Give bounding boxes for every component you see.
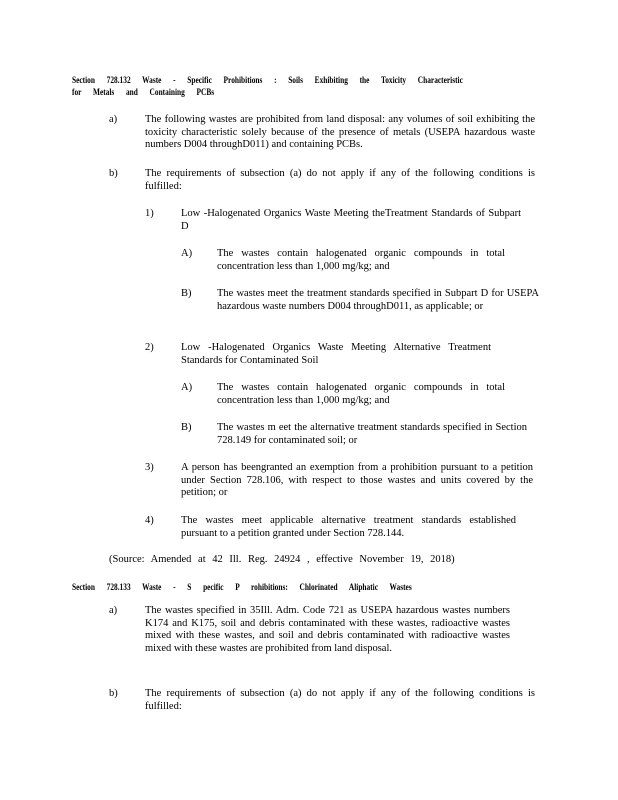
section-728-133-heading [72,581,457,593]
subsection-label: a) [109,605,118,616]
subparagraph-label: A) [181,248,193,259]
section-728-132-heading [72,74,463,98]
subsection-text: The following wastes are prohibited from land disposal: any volumes of soil exhibiting the toxicity characteristic solely because of the presence of metals (USEPA hazardous waste numbers D004 throughD011) and containing PCBs. [145,114,535,150]
subparagraph-text: The wastes meet the treatment standards specified in Subpart D for USEPA hazardous waste numbers D004 throughD011, as applicable; or [217,288,539,312]
subparagraph-text: The wastes contain halogenated organic compounds in total concentration less than 1,000 mg/kg; and [217,248,505,272]
subparagraph-text: The wastes m eet the alternative treatment standards specified in Section 728.149 for contaminated soil; or [217,422,527,446]
subsection-text: The requirements of subsection (a) do not apply if any of the following conditions is fulfilled: [145,168,535,192]
paragraph-label: 3) [145,462,154,473]
subsection-label: a) [109,114,118,125]
paragraph-text: A person has beengranted an exemption from a prohibition pursuant to a petition under Section 728.106, with respect to those wastes and units covered by the petition; or [181,462,533,498]
subsection-text: The requirements of subsection (a) do not apply if any of the following conditions is fulfilled: [145,688,535,712]
paragraph-label: 4) [145,515,154,526]
paragraph-text: Low -Halogenated Organics Waste Meeting Alternative Treatment Standards for Contaminated Soil [181,342,491,366]
source-note: (Source: Amended at 42 Ill. Reg. 24924 , effective November 19, 2018) [109,554,455,565]
subsection-label: b) [109,688,118,699]
subparagraph-label: A) [181,382,193,393]
section-heading-line1: Section 728.132 Waste - Specific Prohibitions : Soils Exhibiting the Toxicity Characteristic [72,75,463,85]
paragraph-label: 2) [145,342,154,353]
paragraph-text: Low -Halogenated Organics Waste Meeting theTreatment Standards of Subpart D [181,208,521,232]
subsection-text: The wastes specified in 35Ill. Adm. Code 721 as USEPA hazardous wastes numbers K174 and K175, soil and debris contaminated with these wastes, radioactive wastes mixed with these wastes, and soil and debris contaminated with radioactive wastes mixed with these wastes are prohibited from land disposal. [145,605,510,654]
paragraph-label: 1) [145,208,154,219]
paragraph-text: The wastes meet applicable alternative treatment standards established pursuant to a petition granted under Section 728.144. [181,515,516,539]
section-heading-line: Section 728.133 Waste - S pecific P rohibitions: Chlorinated Aliphatic Wastes [72,582,412,592]
subparagraph-text: The wastes contain halogenated organic compounds in total concentration less than 1,000 mg/kg; and [217,382,505,406]
subparagraph-label: B) [181,422,192,433]
section-heading-line2: for Metals and Containing PCBs [72,87,215,97]
subsection-label: b) [109,168,118,179]
subparagraph-label: B) [181,288,192,299]
